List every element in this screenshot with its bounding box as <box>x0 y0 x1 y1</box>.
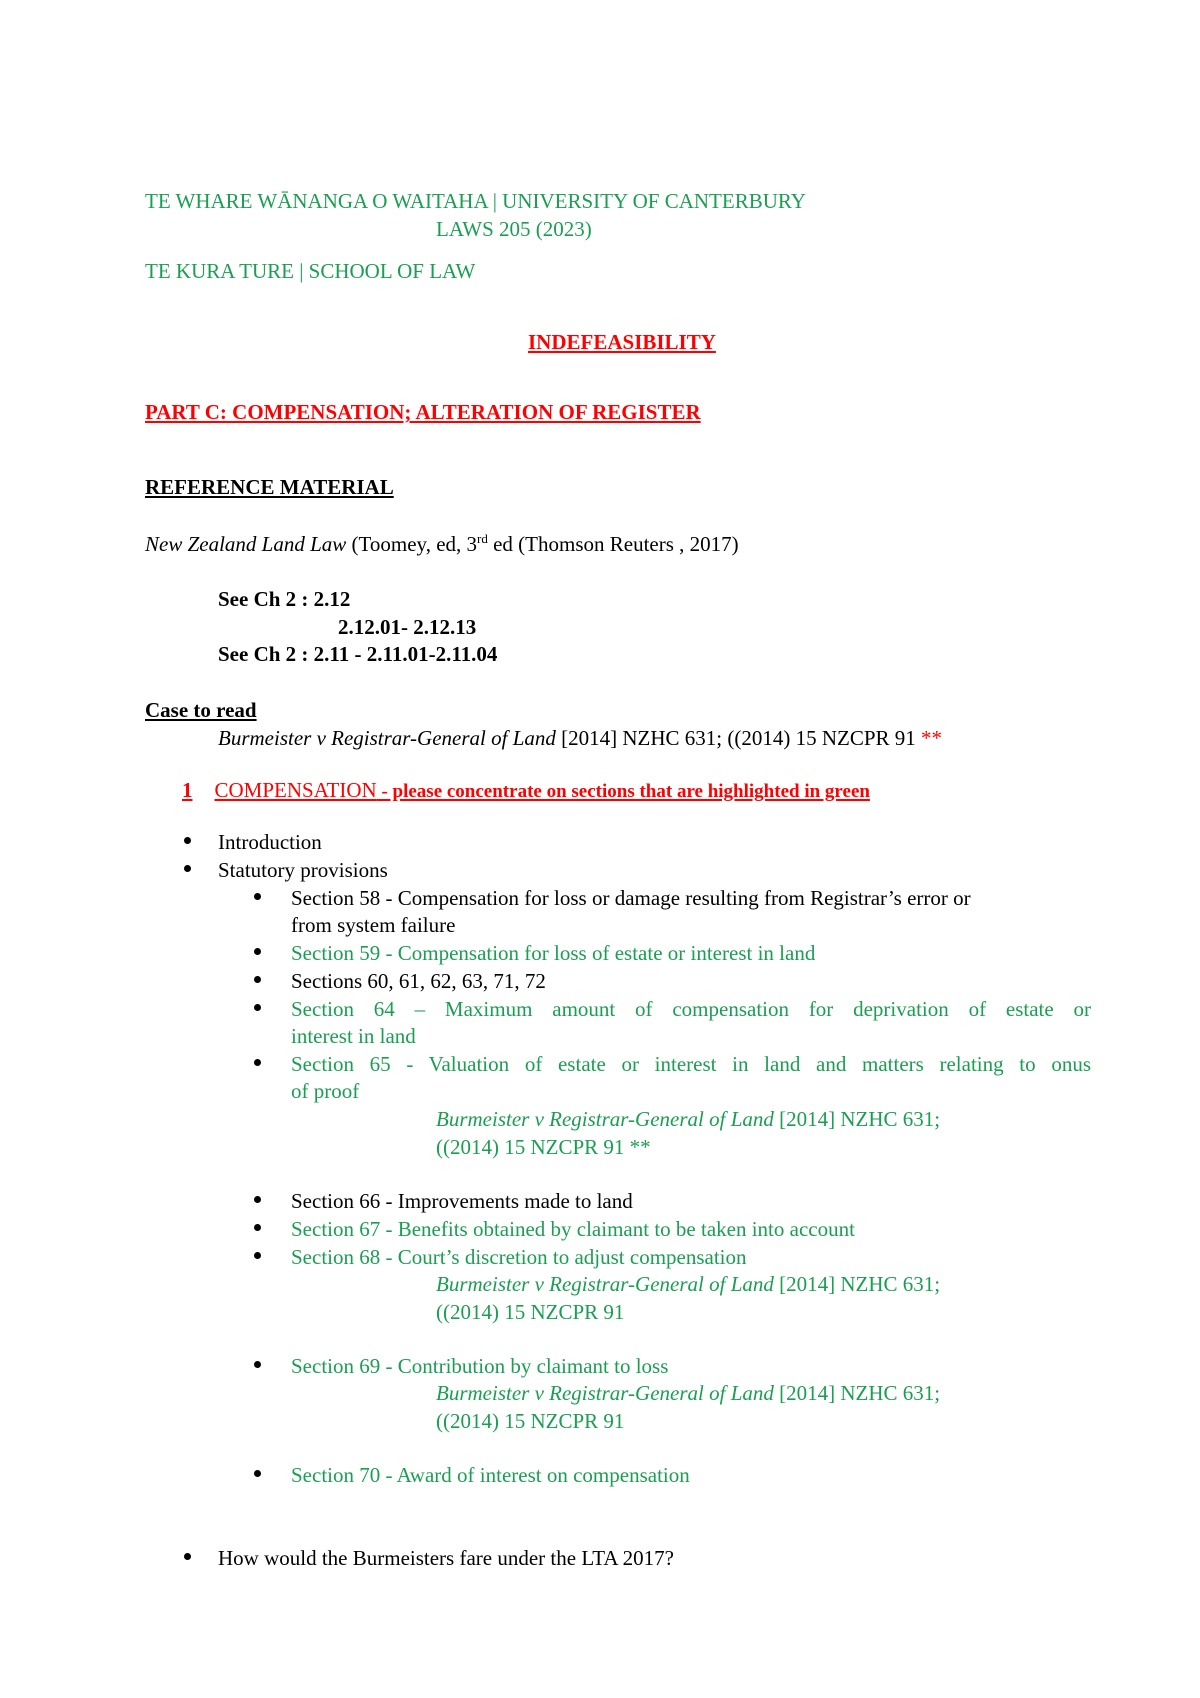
bullet-icon <box>254 1361 261 1368</box>
importance-stars: ** <box>921 726 943 750</box>
section-1-heading: 1 COMPENSATION - please concentrate on sections that are highlighted in green <box>182 778 870 802</box>
book-title: New Zealand Land Law <box>145 532 347 556</box>
list-item-section-64-cont: interest in land <box>291 1024 416 1048</box>
section-68-case: Burmeister v Registrar-General of Land [2014] NZHC 631; <box>436 1272 941 1296</box>
case-name: Burmeister v Registrar-General of Land <box>218 726 556 750</box>
see-chapter-1-range: 2.12.01- 2.12.13 <box>338 615 477 639</box>
list-item-section-67: Section 67 - Benefits obtained by claimant to be taken into account <box>291 1217 855 1241</box>
bullet-icon <box>254 1196 261 1203</box>
bullet-icon <box>254 976 261 983</box>
university-title: TE WHARE WĀNANGA O WAITAHA | UNIVERSITY OF CANTERBURY <box>145 189 806 213</box>
list-item-section-65-cont: of proof <box>291 1079 360 1103</box>
list-item-section-69: Section 69 - Contribution by claimant to loss <box>291 1354 669 1378</box>
bullet-icon <box>254 1224 261 1231</box>
section-69-case: Burmeister v Registrar-General of Land [2014] NZHC 631; <box>436 1381 941 1405</box>
list-item-section-58-cont: from system failure <box>291 913 456 937</box>
see-chapter-2: See Ch 2 : 2.11 - 2.11.01-2.11.04 <box>218 642 498 666</box>
book-reference: New Zealand Land Law (Toomey, ed, 3rd ed (Thomson Reuters , 2017) <box>145 531 739 556</box>
bullet-icon <box>254 1004 261 1011</box>
list-item-statutory: Statutory provisions <box>218 858 388 882</box>
section-65-citation: ((2014) 15 NZCPR 91 ** <box>436 1135 651 1159</box>
list-item-section-70: Section 70 - Award of interest on compensation <box>291 1463 690 1487</box>
part-heading: PART C: COMPENSATION; ALTERATION OF REGISTER <box>145 400 701 424</box>
list-item-introduction: Introduction <box>218 830 322 854</box>
topic-heading: INDEFEASIBILITY <box>528 330 716 354</box>
list-item-section-66: Section 66 - Improvements made to land <box>291 1189 633 1213</box>
bullet-icon <box>254 1470 261 1477</box>
list-item-sections-60-72: Sections 60, 61, 62, 63, 71, 72 <box>291 969 546 993</box>
list-item-section-58: Section 58 - Compensation for loss or damage resulting from Registrar’s error or <box>291 886 971 910</box>
school-title: TE KURA TURE | SCHOOL OF LAW <box>145 259 476 283</box>
bullet-icon <box>184 865 191 872</box>
list-item-section-65: Section 65 - Valuation of estate or interest in land and matters relating to onus <box>291 1052 1091 1076</box>
course-title: LAWS 205 (2023) <box>436 217 592 241</box>
reference-heading: REFERENCE MATERIAL <box>145 475 394 499</box>
case-citation: Burmeister v Registrar-General of Land [2014] NZHC 631; ((2014) 15 NZCPR 91 ** <box>218 726 943 750</box>
list-item-section-59: Section 59 - Compensation for loss of estate or interest in land <box>291 941 816 965</box>
bullet-icon <box>254 1252 261 1259</box>
question-item: How would the Burmeisters fare under the LTA 2017? <box>218 1546 674 1570</box>
bullet-icon <box>184 837 191 844</box>
bullet-icon <box>254 948 261 955</box>
case-heading: Case to read <box>145 698 257 722</box>
section-65-case: Burmeister v Registrar-General of Land [2014] NZHC 631; <box>436 1107 941 1131</box>
bullet-icon <box>184 1553 191 1560</box>
bullet-icon <box>254 893 261 900</box>
section-68-citation: ((2014) 15 NZCPR 91 <box>436 1300 625 1324</box>
bullet-icon <box>254 1059 261 1066</box>
section-69-citation: ((2014) 15 NZCPR 91 <box>436 1409 625 1433</box>
see-chapter-1: See Ch 2 : 2.12 <box>218 587 351 611</box>
list-item-section-68: Section 68 - Court’s discretion to adjust compensation <box>291 1245 747 1269</box>
list-item-section-64: Section 64 – Maximum amount of compensation for deprivation of estate or <box>291 997 1091 1021</box>
